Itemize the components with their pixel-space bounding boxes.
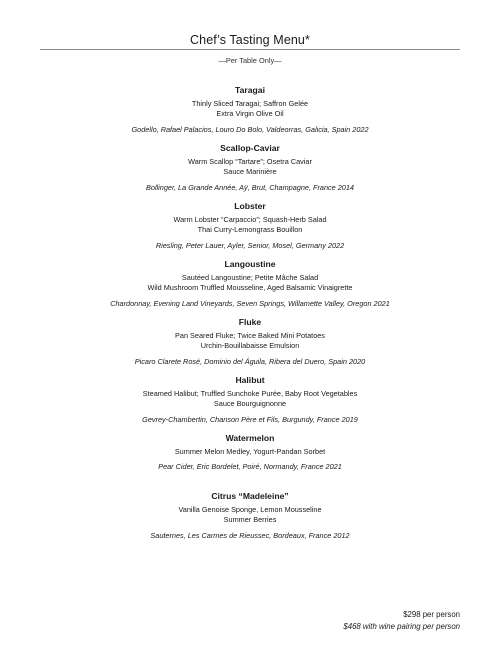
course-halibut xyxy=(0,375,500,433)
pricing-block xyxy=(343,609,460,632)
dish-line: Steamed Halibut; Truffled Sunchoke Purée, Baby Root Vegetables xyxy=(142,389,358,398)
course-taragai xyxy=(0,85,500,143)
dish-line: Sauce Bourguignonne xyxy=(213,399,287,409)
course-citrus-madeleine xyxy=(0,491,500,549)
wine-pairing: Pear Cider, Eric Bordelet, Poiré, Normandy, France 2021 xyxy=(158,462,342,472)
course-scallop-caviar xyxy=(0,143,500,201)
course-fluke xyxy=(0,317,500,375)
wine-pairing: Godello, Rafael Palacios, Louro Do Bolo, Valdeorras, Galicia, Spain 2022 xyxy=(131,124,369,134)
course-name: Citrus “Madeleine” xyxy=(211,491,289,501)
dish-line: Summer Berries xyxy=(223,515,277,525)
course-list xyxy=(0,85,500,549)
dish-line: Warm Scallop “Tartare”; Osetra Caviar xyxy=(188,157,312,166)
dish-line: Sautéed Langoustine; Petite Mâche Salad xyxy=(181,273,319,282)
wine-pairing: Picaro Clarete Rosé, Dominio del Águila, Ribera del Duero, Spain 2020 xyxy=(134,356,366,366)
dish-line: Sauce Marinière xyxy=(223,167,277,177)
course-name: Watermelon xyxy=(225,433,275,443)
dish-line: Urchin-Bouillabaisse Emulsion xyxy=(200,341,300,351)
course-name: Halibut xyxy=(235,375,265,385)
wine-pairing: Riesling, Peter Lauer, Ayler, Senior, Mosel, Germany 2022 xyxy=(155,240,345,250)
dish-line: Vanilla Genoise Sponge, Lemon Mousseline xyxy=(178,505,322,514)
dish-line: Thinly Sliced Taragai; Saffron Gelée xyxy=(191,99,309,108)
dish-line: Thai Curry-Lemongrass Bouillon xyxy=(197,225,303,235)
price-per-person: $298 per person xyxy=(403,610,460,619)
dish-line: Pan Seared Fluke; Twice Baked Mini Potatoes xyxy=(175,331,325,340)
dish-line: Summer Melon Medley, Yogurt-Pandan Sorbet xyxy=(174,447,326,456)
wine-pairing: Chardonnay, Evening Land Vineyards, Seven Springs, Willamette Valley, Oregon 2021 xyxy=(110,298,390,308)
course-name: Fluke xyxy=(238,317,262,327)
dish-line: Warm Lobster “Carpaccio”; Squash-Herb Salad xyxy=(173,215,327,224)
menu-subtitle: —Per Table Only— xyxy=(218,56,282,65)
wine-pairing-price: $468 with wine pairing per person xyxy=(343,621,460,631)
course-lobster xyxy=(0,201,500,259)
wine-pairing: Sauternes, Les Carmes de Rieussec, Bordeaux, France 2012 xyxy=(150,530,350,540)
course-name: Lobster xyxy=(234,201,266,211)
course-langoustine xyxy=(0,259,500,317)
course-name: Langoustine xyxy=(224,259,276,269)
wine-pairing: Bollinger, La Grande Année, Aÿ, Brut, Champagne, France 2014 xyxy=(146,182,354,192)
dish-line: Wild Mushroom Truffled Mousseline, Aged Balsamic Vinaigrette xyxy=(147,283,353,293)
course-name: Scallop-Caviar xyxy=(220,143,280,153)
page-title: Chef’s Tasting Menu* xyxy=(190,33,310,47)
wine-pairing: Gevrey-Chambertin, Chanson Père et Fils, Burgundy, France 2019 xyxy=(142,414,358,424)
course-watermelon xyxy=(0,433,500,491)
dish-line: Extra Virgin Olive Oil xyxy=(216,109,284,119)
course-name: Taragai xyxy=(235,85,265,95)
title-divider xyxy=(40,49,460,50)
